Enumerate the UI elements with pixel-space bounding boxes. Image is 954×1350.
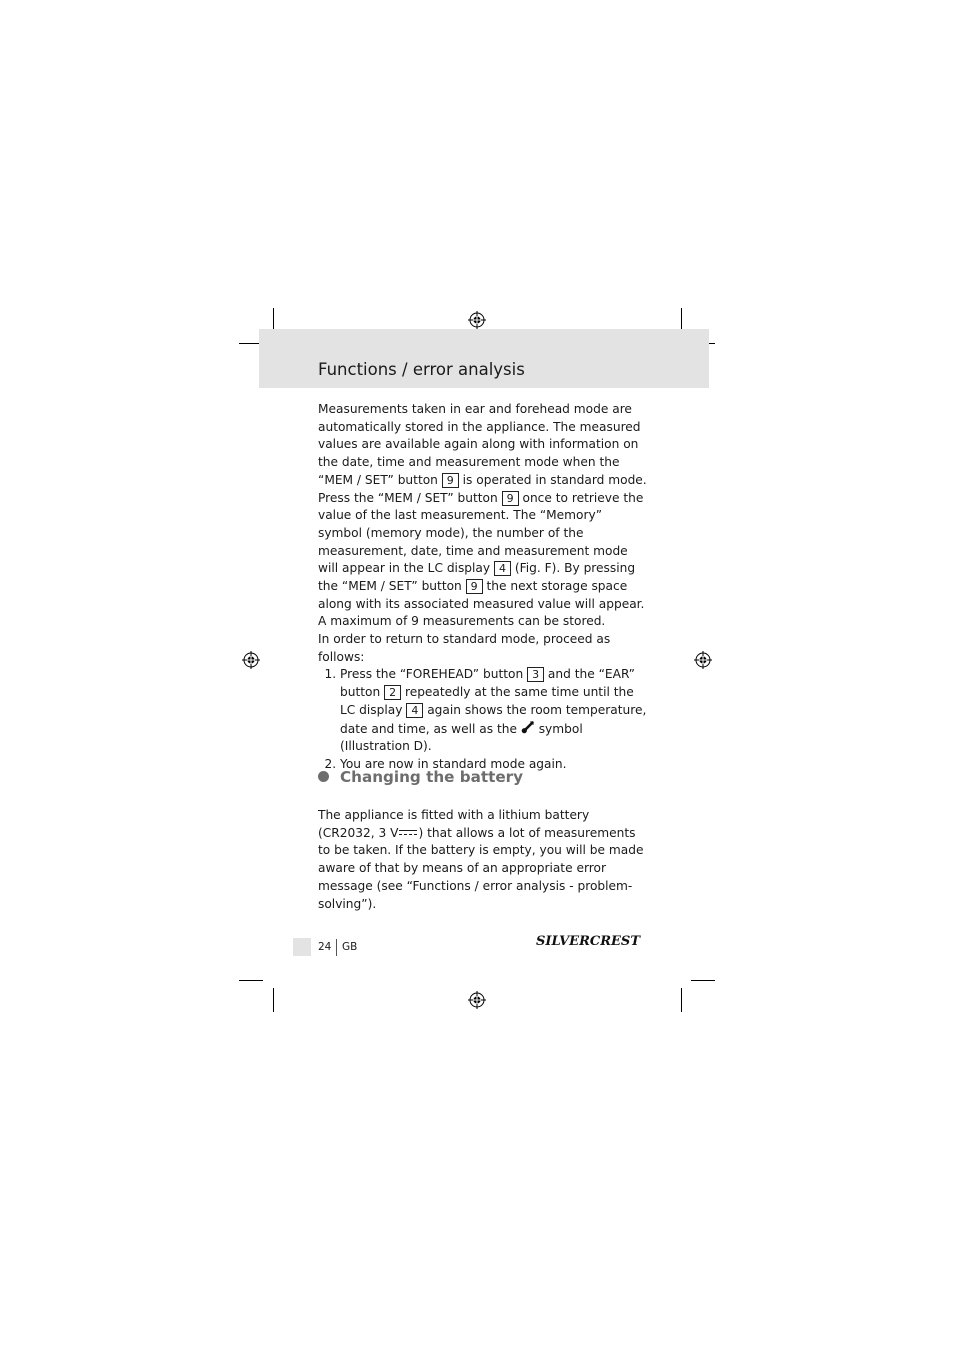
part-reference: 3 (527, 667, 544, 682)
bullet-icon (318, 771, 329, 782)
intro-text: In order to return to standard mode, proceed as follows: (318, 632, 611, 664)
list-item: 2. You are now in standard mode again. (340, 756, 648, 774)
page-title: Functions / error analysis (318, 360, 525, 379)
registration-mark-icon (242, 651, 260, 669)
part-reference: 4 (406, 703, 423, 718)
footer-divider (336, 939, 337, 956)
text-run: Measurements taken in ear and forehead mode are automatically stored in the appliance. The measured values are available again along with information on the date, time and measurement mode when the “MEM / SET” button (318, 402, 641, 487)
registration-mark-icon (468, 311, 486, 329)
registration-mark-icon (468, 991, 486, 1009)
header-band (259, 329, 709, 388)
registration-mark-icon (694, 651, 712, 669)
crop-mark (691, 980, 715, 981)
text-run: again shows the room temperature, date and time, as well as the (340, 702, 647, 736)
text-run: once to retrieve the value of the last measurement. The “Memory” symbol (memory mode), the number of the measurement, date, time and measurement mode will appear in the LC display (318, 490, 644, 576)
section-heading (318, 768, 523, 786)
language-code: GB (342, 941, 358, 953)
thermometer-icon (521, 720, 535, 734)
text-run: symbol (Illustration D). (340, 721, 583, 754)
standard-mode-paragraph (318, 631, 648, 774)
text-run: the next storage space along with its associated measured value will appear. A maximum of 9 measurements can be stored. (318, 579, 645, 629)
paragraph-text (318, 807, 648, 913)
paragraph-text (318, 401, 648, 631)
footer-tab (293, 938, 311, 956)
page-number: 24 (318, 941, 332, 953)
list-item (340, 666, 648, 756)
part-reference: 9 (502, 491, 519, 506)
text-run: (Fig. F). By pressing the “MEM / SET” button (318, 561, 636, 594)
crop-mark (681, 988, 682, 1012)
direct-current-icon (398, 828, 418, 838)
crop-mark (273, 988, 274, 1012)
text-run: Press the “FOREHEAD” button (340, 667, 528, 682)
text-run: and the “EAR” button (340, 667, 635, 700)
text-run: The appliance is fitted with a lithium battery (CR2032, 3 V (318, 808, 590, 840)
text-run: is operated in standard mode. Press the “MEM / SET” button (318, 472, 647, 505)
crop-mark (239, 980, 263, 981)
battery-paragraph (318, 807, 648, 913)
part-reference: 9 (466, 579, 483, 594)
part-reference: 9 (442, 473, 459, 488)
part-reference: 4 (494, 561, 511, 576)
text-run: ) that allows a lot of measurements to be taken. If the battery is empty, you will be made aware of that by means of an appropriate error message (see “Functions / error analysis - problem-solving”). (318, 825, 644, 911)
text-run: repeatedly at the same time until the LC display (340, 685, 634, 717)
memory-paragraph (318, 401, 648, 631)
steps-list (318, 666, 648, 773)
brand-logo: SILVERCREST (536, 934, 640, 949)
part-reference: 2 (384, 685, 401, 700)
section-heading-text: Changing the battery (340, 768, 524, 786)
